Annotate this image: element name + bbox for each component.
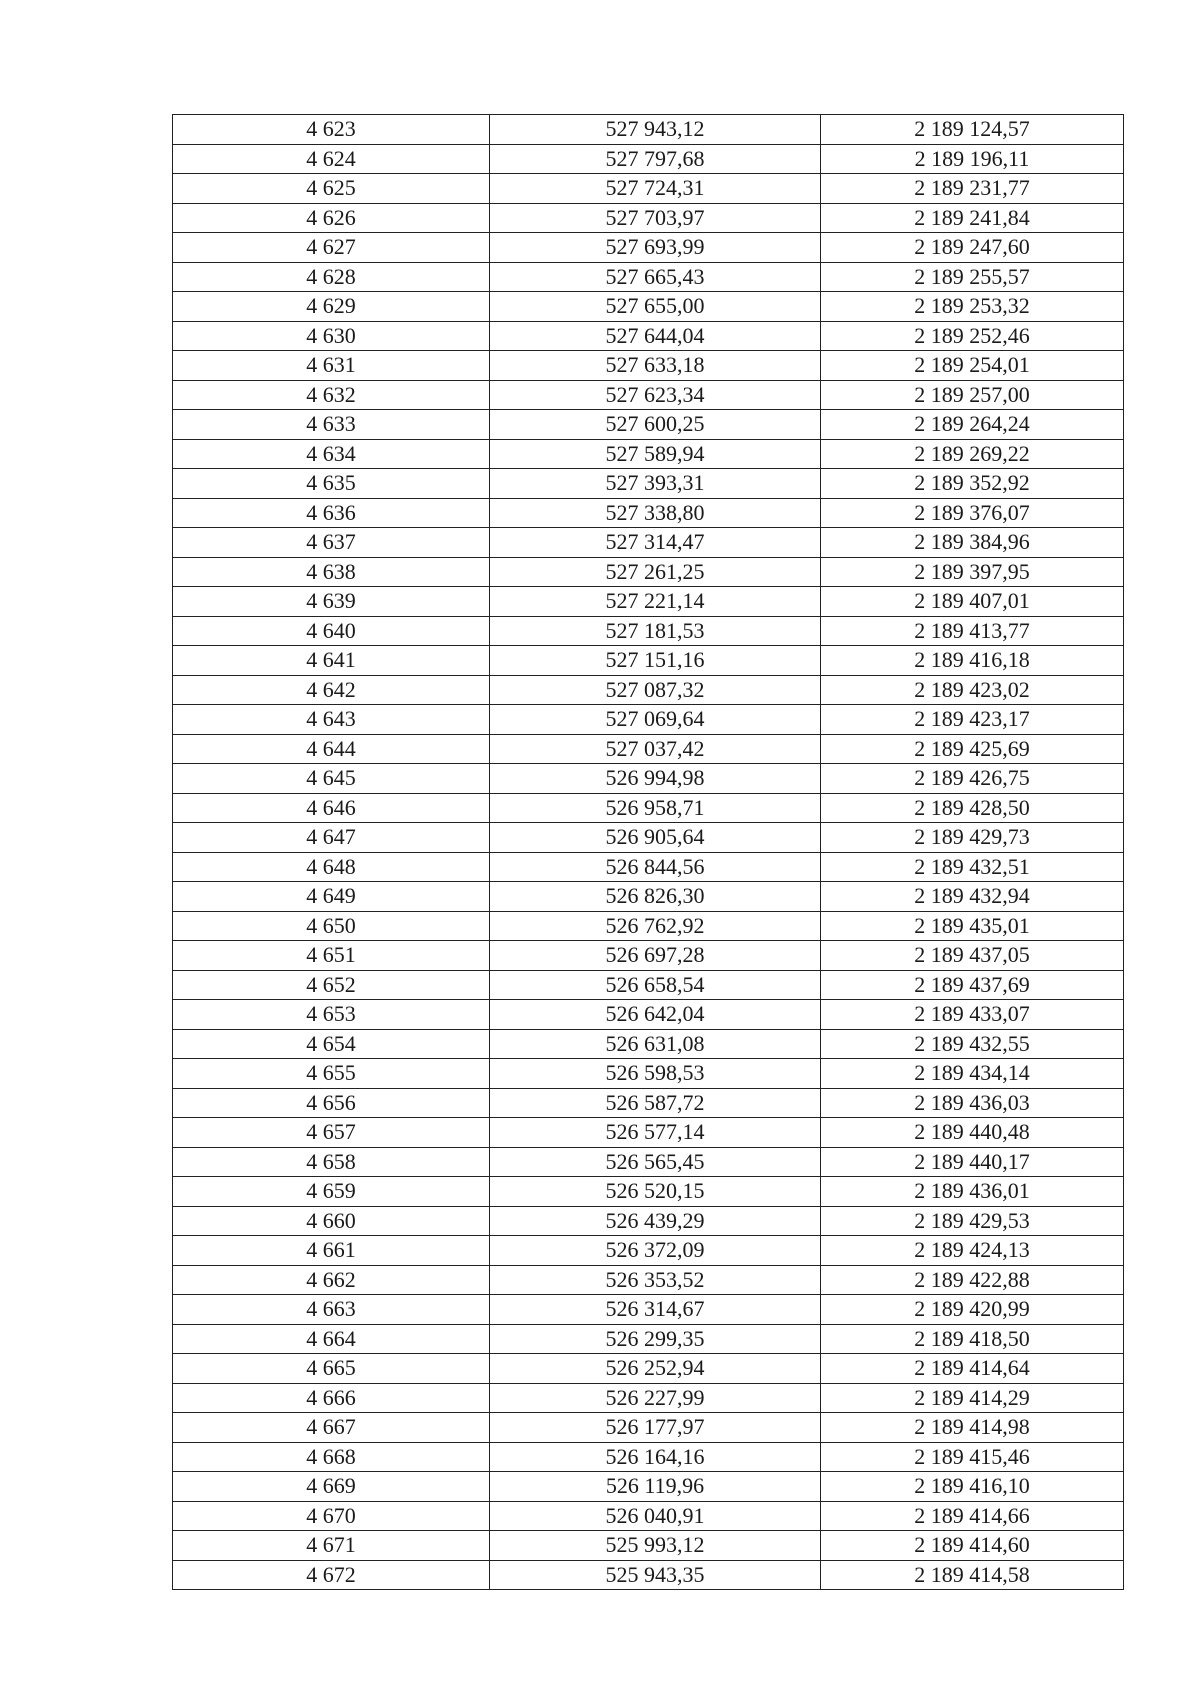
y-coordinate-cell: 2 189 414,60 <box>821 1531 1124 1561</box>
x-coordinate-cell: 527 703,97 <box>490 203 821 233</box>
table-row <box>173 1118 1124 1148</box>
table-row <box>173 882 1124 912</box>
table-row <box>173 1236 1124 1266</box>
x-coordinate-cell: 526 642,04 <box>490 1000 821 1030</box>
y-coordinate-cell: 2 189 432,51 <box>821 852 1124 882</box>
point-number-cell: 4 628 <box>173 262 490 292</box>
table-row <box>173 616 1124 646</box>
y-coordinate-cell: 2 189 352,92 <box>821 469 1124 499</box>
y-coordinate-cell: 2 189 196,11 <box>821 144 1124 174</box>
table-row <box>173 115 1124 145</box>
y-coordinate-cell: 2 189 436,03 <box>821 1088 1124 1118</box>
point-number-cell: 4 657 <box>173 1118 490 1148</box>
point-number-cell: 4 663 <box>173 1295 490 1325</box>
point-number-cell: 4 651 <box>173 941 490 971</box>
y-coordinate-cell: 2 189 429,53 <box>821 1206 1124 1236</box>
point-number-cell: 4 672 <box>173 1560 490 1590</box>
x-coordinate-cell: 526 372,09 <box>490 1236 821 1266</box>
x-coordinate-cell: 526 762,92 <box>490 911 821 941</box>
point-number-cell: 4 641 <box>173 646 490 676</box>
table-row <box>173 410 1124 440</box>
y-coordinate-cell: 2 189 420,99 <box>821 1295 1124 1325</box>
x-coordinate-cell: 526 227,99 <box>490 1383 821 1413</box>
x-coordinate-cell: 526 040,91 <box>490 1501 821 1531</box>
table-row <box>173 469 1124 499</box>
x-coordinate-cell: 527 633,18 <box>490 351 821 381</box>
y-coordinate-cell: 2 189 255,57 <box>821 262 1124 292</box>
point-number-cell: 4 671 <box>173 1531 490 1561</box>
point-number-cell: 4 623 <box>173 115 490 145</box>
x-coordinate-cell: 527 069,64 <box>490 705 821 735</box>
table-row <box>173 1472 1124 1502</box>
table-row <box>173 793 1124 823</box>
table-row <box>173 557 1124 587</box>
x-coordinate-cell: 526 177,97 <box>490 1413 821 1443</box>
y-coordinate-cell: 2 189 437,05 <box>821 941 1124 971</box>
x-coordinate-cell: 526 598,53 <box>490 1059 821 1089</box>
x-coordinate-cell: 526 587,72 <box>490 1088 821 1118</box>
point-number-cell: 4 624 <box>173 144 490 174</box>
table-row <box>173 705 1124 735</box>
x-coordinate-cell: 526 565,45 <box>490 1147 821 1177</box>
table-row <box>173 1029 1124 1059</box>
y-coordinate-cell: 2 189 434,14 <box>821 1059 1124 1089</box>
y-coordinate-cell: 2 189 423,17 <box>821 705 1124 735</box>
point-number-cell: 4 650 <box>173 911 490 941</box>
point-number-cell: 4 649 <box>173 882 490 912</box>
y-coordinate-cell: 2 189 415,46 <box>821 1442 1124 1472</box>
y-coordinate-cell: 2 189 413,77 <box>821 616 1124 646</box>
table-row <box>173 351 1124 381</box>
table-row <box>173 292 1124 322</box>
point-number-cell: 4 645 <box>173 764 490 794</box>
x-coordinate-cell: 526 658,54 <box>490 970 821 1000</box>
y-coordinate-cell: 2 189 418,50 <box>821 1324 1124 1354</box>
x-coordinate-cell: 526 844,56 <box>490 852 821 882</box>
point-number-cell: 4 666 <box>173 1383 490 1413</box>
table-row <box>173 1059 1124 1089</box>
y-coordinate-cell: 2 189 440,48 <box>821 1118 1124 1148</box>
y-coordinate-cell: 2 189 231,77 <box>821 174 1124 204</box>
y-coordinate-cell: 2 189 124,57 <box>821 115 1124 145</box>
point-number-cell: 4 667 <box>173 1413 490 1443</box>
x-coordinate-cell: 527 221,14 <box>490 587 821 617</box>
y-coordinate-cell: 2 189 432,55 <box>821 1029 1124 1059</box>
point-number-cell: 4 644 <box>173 734 490 764</box>
y-coordinate-cell: 2 189 407,01 <box>821 587 1124 617</box>
table-row <box>173 1177 1124 1207</box>
x-coordinate-cell: 526 164,16 <box>490 1442 821 1472</box>
y-coordinate-cell: 2 189 254,01 <box>821 351 1124 381</box>
table-row <box>173 203 1124 233</box>
x-coordinate-cell: 527 693,99 <box>490 233 821 263</box>
x-coordinate-cell: 526 520,15 <box>490 1177 821 1207</box>
y-coordinate-cell: 2 189 416,10 <box>821 1472 1124 1502</box>
x-coordinate-cell: 526 439,29 <box>490 1206 821 1236</box>
table-row <box>173 970 1124 1000</box>
table-row <box>173 1000 1124 1030</box>
point-number-cell: 4 639 <box>173 587 490 617</box>
y-coordinate-cell: 2 189 397,95 <box>821 557 1124 587</box>
table-row <box>173 498 1124 528</box>
y-coordinate-cell: 2 189 416,18 <box>821 646 1124 676</box>
x-coordinate-cell: 526 299,35 <box>490 1324 821 1354</box>
point-number-cell: 4 636 <box>173 498 490 528</box>
y-coordinate-cell: 2 189 428,50 <box>821 793 1124 823</box>
point-number-cell: 4 656 <box>173 1088 490 1118</box>
table-row <box>173 764 1124 794</box>
table-row <box>173 587 1124 617</box>
table-row <box>173 439 1124 469</box>
y-coordinate-cell: 2 189 252,46 <box>821 321 1124 351</box>
point-number-cell: 4 629 <box>173 292 490 322</box>
point-number-cell: 4 660 <box>173 1206 490 1236</box>
x-coordinate-cell: 526 353,52 <box>490 1265 821 1295</box>
table-row <box>173 1295 1124 1325</box>
x-coordinate-cell: 526 577,14 <box>490 1118 821 1148</box>
x-coordinate-cell: 527 655,00 <box>490 292 821 322</box>
y-coordinate-cell: 2 189 425,69 <box>821 734 1124 764</box>
table-row <box>173 528 1124 558</box>
table-row <box>173 1088 1124 1118</box>
x-coordinate-cell: 526 631,08 <box>490 1029 821 1059</box>
point-number-cell: 4 633 <box>173 410 490 440</box>
table-row <box>173 646 1124 676</box>
table-row <box>173 380 1124 410</box>
y-coordinate-cell: 2 189 437,69 <box>821 970 1124 1000</box>
table-row <box>173 233 1124 263</box>
y-coordinate-cell: 2 189 264,24 <box>821 410 1124 440</box>
coordinates-table-body <box>173 115 1124 1590</box>
table-row <box>173 823 1124 853</box>
table-row <box>173 1324 1124 1354</box>
x-coordinate-cell: 526 958,71 <box>490 793 821 823</box>
point-number-cell: 4 662 <box>173 1265 490 1295</box>
table-row <box>173 1206 1124 1236</box>
table-row <box>173 1354 1124 1384</box>
x-coordinate-cell: 526 119,96 <box>490 1472 821 1502</box>
x-coordinate-cell: 527 151,16 <box>490 646 821 676</box>
x-coordinate-cell: 527 724,31 <box>490 174 821 204</box>
y-coordinate-cell: 2 189 423,02 <box>821 675 1124 705</box>
x-coordinate-cell: 527 943,12 <box>490 115 821 145</box>
y-coordinate-cell: 2 189 424,13 <box>821 1236 1124 1266</box>
y-coordinate-cell: 2 189 247,60 <box>821 233 1124 263</box>
table-row <box>173 734 1124 764</box>
y-coordinate-cell: 2 189 414,98 <box>821 1413 1124 1443</box>
point-number-cell: 4 654 <box>173 1029 490 1059</box>
point-number-cell: 4 664 <box>173 1324 490 1354</box>
table-row <box>173 1147 1124 1177</box>
point-number-cell: 4 638 <box>173 557 490 587</box>
x-coordinate-cell: 526 252,94 <box>490 1354 821 1384</box>
x-coordinate-cell: 527 589,94 <box>490 439 821 469</box>
point-number-cell: 4 653 <box>173 1000 490 1030</box>
point-number-cell: 4 631 <box>173 351 490 381</box>
point-number-cell: 4 634 <box>173 439 490 469</box>
x-coordinate-cell: 527 623,34 <box>490 380 821 410</box>
table-row <box>173 1531 1124 1561</box>
table-row <box>173 321 1124 351</box>
x-coordinate-cell: 527 644,04 <box>490 321 821 351</box>
point-number-cell: 4 655 <box>173 1059 490 1089</box>
y-coordinate-cell: 2 189 432,94 <box>821 882 1124 912</box>
table-row <box>173 262 1124 292</box>
table-row <box>173 675 1124 705</box>
x-coordinate-cell: 525 993,12 <box>490 1531 821 1561</box>
y-coordinate-cell: 2 189 414,58 <box>821 1560 1124 1590</box>
y-coordinate-cell: 2 189 436,01 <box>821 1177 1124 1207</box>
x-coordinate-cell: 527 261,25 <box>490 557 821 587</box>
point-number-cell: 4 652 <box>173 970 490 1000</box>
x-coordinate-cell: 526 697,28 <box>490 941 821 971</box>
y-coordinate-cell: 2 189 414,66 <box>821 1501 1124 1531</box>
point-number-cell: 4 665 <box>173 1354 490 1384</box>
point-number-cell: 4 627 <box>173 233 490 263</box>
y-coordinate-cell: 2 189 435,01 <box>821 911 1124 941</box>
coordinates-table <box>172 114 1124 1590</box>
table-row <box>173 1501 1124 1531</box>
point-number-cell: 4 646 <box>173 793 490 823</box>
point-number-cell: 4 659 <box>173 1177 490 1207</box>
point-number-cell: 4 642 <box>173 675 490 705</box>
x-coordinate-cell: 527 037,42 <box>490 734 821 764</box>
y-coordinate-cell: 2 189 414,29 <box>821 1383 1124 1413</box>
y-coordinate-cell: 2 189 269,22 <box>821 439 1124 469</box>
x-coordinate-cell: 526 994,98 <box>490 764 821 794</box>
point-number-cell: 4 625 <box>173 174 490 204</box>
x-coordinate-cell: 526 905,64 <box>490 823 821 853</box>
table-row <box>173 174 1124 204</box>
point-number-cell: 4 658 <box>173 1147 490 1177</box>
y-coordinate-cell: 2 189 241,84 <box>821 203 1124 233</box>
x-coordinate-cell: 527 665,43 <box>490 262 821 292</box>
table-row <box>173 1560 1124 1590</box>
y-coordinate-cell: 2 189 426,75 <box>821 764 1124 794</box>
x-coordinate-cell: 527 314,47 <box>490 528 821 558</box>
table-row <box>173 144 1124 174</box>
x-coordinate-cell: 527 087,32 <box>490 675 821 705</box>
table-row <box>173 941 1124 971</box>
y-coordinate-cell: 2 189 433,07 <box>821 1000 1124 1030</box>
x-coordinate-cell: 527 338,80 <box>490 498 821 528</box>
x-coordinate-cell: 527 181,53 <box>490 616 821 646</box>
y-coordinate-cell: 2 189 384,96 <box>821 528 1124 558</box>
x-coordinate-cell: 526 314,67 <box>490 1295 821 1325</box>
point-number-cell: 4 626 <box>173 203 490 233</box>
y-coordinate-cell: 2 189 429,73 <box>821 823 1124 853</box>
y-coordinate-cell: 2 189 253,32 <box>821 292 1124 322</box>
point-number-cell: 4 669 <box>173 1472 490 1502</box>
table-row <box>173 911 1124 941</box>
point-number-cell: 4 668 <box>173 1442 490 1472</box>
point-number-cell: 4 643 <box>173 705 490 735</box>
table-row <box>173 852 1124 882</box>
x-coordinate-cell: 525 943,35 <box>490 1560 821 1590</box>
point-number-cell: 4 640 <box>173 616 490 646</box>
point-number-cell: 4 630 <box>173 321 490 351</box>
point-number-cell: 4 637 <box>173 528 490 558</box>
table-row <box>173 1413 1124 1443</box>
y-coordinate-cell: 2 189 422,88 <box>821 1265 1124 1295</box>
y-coordinate-cell: 2 189 414,64 <box>821 1354 1124 1384</box>
point-number-cell: 4 647 <box>173 823 490 853</box>
y-coordinate-cell: 2 189 440,17 <box>821 1147 1124 1177</box>
point-number-cell: 4 661 <box>173 1236 490 1266</box>
point-number-cell: 4 635 <box>173 469 490 499</box>
x-coordinate-cell: 526 826,30 <box>490 882 821 912</box>
y-coordinate-cell: 2 189 257,00 <box>821 380 1124 410</box>
x-coordinate-cell: 527 600,25 <box>490 410 821 440</box>
table-row <box>173 1442 1124 1472</box>
x-coordinate-cell: 527 797,68 <box>490 144 821 174</box>
y-coordinate-cell: 2 189 376,07 <box>821 498 1124 528</box>
point-number-cell: 4 670 <box>173 1501 490 1531</box>
point-number-cell: 4 632 <box>173 380 490 410</box>
table-row <box>173 1265 1124 1295</box>
point-number-cell: 4 648 <box>173 852 490 882</box>
x-coordinate-cell: 527 393,31 <box>490 469 821 499</box>
table-row <box>173 1383 1124 1413</box>
